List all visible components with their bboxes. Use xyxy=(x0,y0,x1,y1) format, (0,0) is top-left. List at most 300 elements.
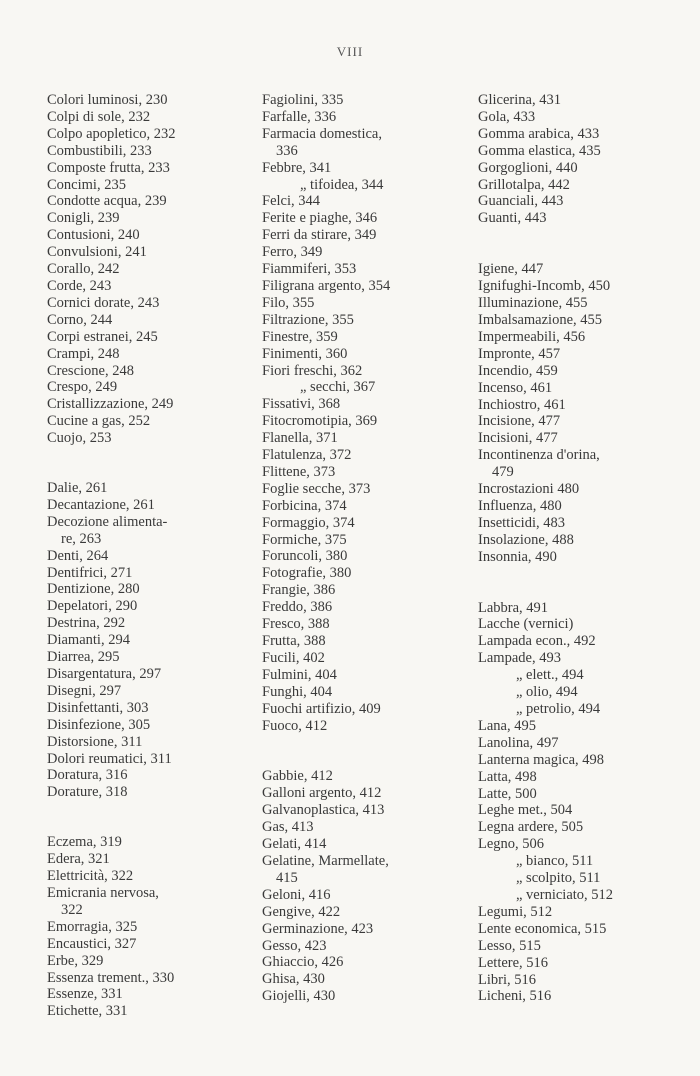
index-entry xyxy=(47,581,252,598)
section-spacer xyxy=(47,801,252,834)
index-entry-text: Gomma arabica, 433 xyxy=(478,125,600,142)
index-entry-text: Colpi di sole, 232 xyxy=(47,108,151,125)
index-entry-text: „ verniciato, 512 xyxy=(516,886,614,903)
index-entry xyxy=(47,767,252,784)
index-entry xyxy=(47,379,252,396)
index-entry-text: Latta, 498 xyxy=(478,768,537,785)
index-entry xyxy=(47,851,252,868)
index-entry xyxy=(47,227,252,244)
index-entry xyxy=(478,481,693,498)
index-entry xyxy=(262,329,462,346)
index-entry xyxy=(47,970,252,987)
index-entry-text: Dentifrici, 271 xyxy=(47,564,133,581)
index-entry-text: Formiche, 375 xyxy=(262,531,347,548)
index-entry-text: Filo, 355 xyxy=(262,294,315,311)
index-entry-text: Combustibili, 233 xyxy=(47,142,152,159)
index-entry xyxy=(47,649,252,666)
index-entry-text: „ scolpito, 511 xyxy=(516,870,601,887)
index-entry xyxy=(262,785,462,802)
index-entry-text: Colori luminosi, 230 xyxy=(47,92,168,108)
index-entry-text: Filigrana argento, 354 xyxy=(262,277,391,294)
index-entry xyxy=(478,397,693,414)
index-entry xyxy=(478,532,693,549)
index-entry-text: Incendio, 459 xyxy=(478,362,558,379)
index-entry-text: Disinfettanti, 303 xyxy=(47,699,149,716)
index-entry xyxy=(262,515,462,532)
index-entry xyxy=(262,921,462,938)
index-entry-text: Cornici dorate, 243 xyxy=(47,294,160,311)
index-entry xyxy=(47,193,252,210)
index-entry-text: Lesso, 515 xyxy=(478,937,541,954)
index-entry-text: Ferri da stirare, 349 xyxy=(262,227,377,244)
index-entry-text: Depelatori, 290 xyxy=(47,598,138,615)
index-entry xyxy=(47,565,252,582)
index-entry xyxy=(478,447,693,481)
index-entry xyxy=(262,701,462,718)
section-spacer xyxy=(47,447,252,480)
index-entry-text: „ elett., 494 xyxy=(516,667,584,684)
index-entry xyxy=(47,430,252,447)
index-entry-text: Lana, 495 xyxy=(478,717,536,734)
index-entry-continuation: 322 xyxy=(61,901,83,918)
index-entry xyxy=(47,312,252,329)
section-spacer xyxy=(262,734,462,768)
index-column-3 xyxy=(478,92,693,1005)
index-entry xyxy=(478,633,693,650)
index-entry xyxy=(478,904,693,921)
index-entry xyxy=(262,396,462,413)
index-entry-text: Fuoco, 412 xyxy=(262,717,328,734)
index-entry xyxy=(478,295,693,312)
index-entry xyxy=(262,938,462,955)
index-entry xyxy=(47,953,252,970)
index-entry xyxy=(262,684,462,701)
index-entry xyxy=(478,210,693,227)
index-entry xyxy=(478,752,693,769)
index-entry xyxy=(262,160,462,177)
index-entry xyxy=(262,379,462,396)
index-entry xyxy=(47,278,252,295)
index-entry-text: Gas, 413 xyxy=(262,819,314,836)
index-entry xyxy=(262,718,462,735)
index-entry xyxy=(47,126,252,143)
index-entry-text: Corde, 243 xyxy=(47,277,112,294)
index-entry xyxy=(47,363,252,380)
index-entry xyxy=(262,616,462,633)
index-entry xyxy=(262,565,462,582)
index-entry-text: Fresco, 388 xyxy=(262,616,330,633)
index-entry xyxy=(262,548,462,565)
index-entry-text: Doratura, 316 xyxy=(47,767,128,784)
index-entry-text: „ petrolio, 494 xyxy=(516,701,601,717)
index-entry-text: Insolazione, 488 xyxy=(478,531,574,548)
index-entry-text: Lacche (vernici) xyxy=(478,616,574,633)
index-entry xyxy=(262,481,462,498)
index-entry xyxy=(478,718,693,735)
index-entry xyxy=(47,751,252,768)
index-entry xyxy=(262,244,462,261)
index-entry-text: Illuminazione, 455 xyxy=(478,295,588,312)
index-entry xyxy=(262,210,462,227)
index-entry xyxy=(478,278,693,295)
index-entry xyxy=(478,870,693,887)
index-entry xyxy=(478,988,693,1005)
index-entry xyxy=(478,549,693,566)
index-entry-text: Germinazione, 423 xyxy=(262,920,374,937)
index-entry-text: Forbicina, 374 xyxy=(262,497,347,514)
index-entry xyxy=(478,769,693,786)
index-entry-text: „ tifoidea, 344 xyxy=(300,176,384,193)
index-entry-continuation: 479 xyxy=(492,464,514,481)
index-entry-text: Legna ardere, 505 xyxy=(478,819,584,836)
index-column-2 xyxy=(262,92,462,1005)
index-entry xyxy=(478,126,693,143)
index-entry-text: Conigli, 239 xyxy=(47,210,120,227)
index-entry xyxy=(262,312,462,329)
index-entry xyxy=(478,312,693,329)
index-entry xyxy=(47,244,252,261)
index-entry xyxy=(47,210,252,227)
index-entry-text: Incisione, 477 xyxy=(478,413,561,430)
index-entry-text: Farmacia domestica, xyxy=(262,125,382,142)
index-entry xyxy=(47,717,252,734)
index-entry-text: Decozione alimenta- xyxy=(47,513,168,530)
index-entry-text: „ olio, 494 xyxy=(516,684,578,701)
index-entry-text: Fitocromotipia, 369 xyxy=(262,413,378,430)
index-entry xyxy=(478,853,693,870)
index-entry xyxy=(47,632,252,649)
index-entry-text: Crampi, 248 xyxy=(47,345,120,362)
index-entry-text: Denti, 264 xyxy=(47,547,109,564)
index-entry-text: Essenza trement., 330 xyxy=(47,969,175,986)
index-entry-text: Galloni argento, 412 xyxy=(262,785,382,802)
index-entry-text: Inchiostro, 461 xyxy=(478,396,566,413)
index-entry-text: Farfalle, 336 xyxy=(262,108,337,125)
index-entry xyxy=(478,972,693,989)
index-entry xyxy=(478,684,693,701)
index-entry-text: Guanti, 443 xyxy=(478,210,547,227)
index-entry xyxy=(478,802,693,819)
index-entry-text: Flittene, 373 xyxy=(262,463,336,480)
index-entry xyxy=(47,295,252,312)
index-entry xyxy=(262,346,462,363)
index-entry-text: Galvanoplastica, 413 xyxy=(262,802,385,819)
index-entry xyxy=(47,396,252,413)
index-entry-text: Freddo, 386 xyxy=(262,599,333,616)
index-entry xyxy=(478,498,693,515)
index-entry xyxy=(478,921,693,938)
index-entry xyxy=(478,92,693,109)
index-entry xyxy=(47,868,252,885)
index-entry-text: Geloni, 416 xyxy=(262,886,331,903)
index-entry-text: Incrostazioni 480 xyxy=(478,481,580,498)
index-entry xyxy=(47,329,252,346)
index-entry xyxy=(262,768,462,785)
index-entry xyxy=(478,363,693,380)
index-entry-text: Finimenti, 360 xyxy=(262,345,348,362)
index-entry xyxy=(47,261,252,278)
index-entry xyxy=(47,683,252,700)
index-entry xyxy=(478,109,693,126)
index-entry-text: Felci, 344 xyxy=(262,193,320,210)
index-entry xyxy=(47,734,252,751)
index-entry-text: Licheni, 516 xyxy=(478,988,552,1005)
index-entry xyxy=(262,532,462,549)
index-entry xyxy=(262,836,462,853)
index-entry xyxy=(47,143,252,160)
index-entry-continuation: re, 263 xyxy=(61,530,102,547)
index-entry-text: Corpi estranei, 245 xyxy=(47,328,158,345)
index-entry-text: Fuochi artifizio, 409 xyxy=(262,700,381,717)
index-entry-text: Contusioni, 240 xyxy=(47,227,140,244)
page-number: VIII xyxy=(336,44,364,59)
index-entry xyxy=(47,936,252,953)
index-entry-text: Febbre, 341 xyxy=(262,159,332,176)
index-entry-text: Lampade, 493 xyxy=(478,650,561,667)
index-entry xyxy=(262,447,462,464)
index-entry xyxy=(47,615,252,632)
index-entry xyxy=(478,380,693,397)
index-entry-text: Condotte acqua, 239 xyxy=(47,193,167,210)
index-entry xyxy=(262,633,462,650)
index-entry xyxy=(262,582,462,599)
index-entry xyxy=(262,413,462,430)
index-entry xyxy=(478,650,693,667)
index-entry-text: Frutta, 388 xyxy=(262,633,326,649)
index-entry xyxy=(478,413,693,430)
index-entry-text: Fucili, 402 xyxy=(262,649,325,666)
index-entry-text: Emorragia, 325 xyxy=(47,918,138,935)
index-entry xyxy=(47,784,252,801)
index-entry xyxy=(47,109,252,126)
index-entry-text: Ignifughi-Incomb, 450 xyxy=(478,278,611,295)
index-entry-text: Incenso, 461 xyxy=(478,379,553,396)
index-entry xyxy=(262,498,462,515)
index-entry xyxy=(47,413,252,430)
index-entry-text: Libri, 516 xyxy=(478,971,536,988)
index-entry-text: Gorgoglioni, 440 xyxy=(478,159,578,176)
index-entry xyxy=(262,667,462,684)
index-entry xyxy=(47,885,252,919)
section-spacer xyxy=(478,227,693,261)
index-entry-text: Lanolina, 497 xyxy=(478,734,559,751)
index-entry xyxy=(478,329,693,346)
index-entry-text: Corallo, 242 xyxy=(47,261,120,278)
index-entry xyxy=(262,599,462,616)
index-entry-text: Fiori freschi, 362 xyxy=(262,362,363,379)
index-entry xyxy=(47,919,252,936)
index-entry-text: Grillotalpa, 442 xyxy=(478,176,570,193)
index-entry-text: Incontinenza d'orina, xyxy=(478,447,600,464)
index-entry-text: Dentizione, 280 xyxy=(47,581,140,598)
index-entry-text: Flanella, 371 xyxy=(262,430,338,447)
index-entry xyxy=(262,430,462,447)
index-entry-text: Foruncoli, 380 xyxy=(262,548,348,565)
index-entry xyxy=(478,887,693,904)
index-entry xyxy=(47,700,252,717)
index-column-1 xyxy=(47,92,252,1020)
index-entry-text: Concimi, 235 xyxy=(47,176,126,193)
index-entry-text: Colpo apopletico, 232 xyxy=(47,125,176,142)
index-entry-text: Dolori reumatici, 311 xyxy=(47,750,172,767)
index-entry xyxy=(47,514,252,548)
index-entry-text: Decantazione, 261 xyxy=(47,496,155,513)
index-entry-text: Crespo, 249 xyxy=(47,379,118,396)
index-entry-text: „ secchi, 367 xyxy=(300,379,376,396)
index-entry-text: Legumi, 512 xyxy=(478,903,553,920)
index-entry-text: Glicerina, 431 xyxy=(478,92,561,108)
index-entry-text: Ferite e piaghe, 346 xyxy=(262,210,378,227)
index-entry xyxy=(262,363,462,380)
index-entry xyxy=(47,177,252,194)
index-entry-text: Gabbie, 412 xyxy=(262,768,333,785)
index-entry-text: Finestre, 359 xyxy=(262,328,338,345)
index-entry xyxy=(262,126,462,160)
section-spacer xyxy=(478,566,693,600)
index-entry-text: Lente economica, 515 xyxy=(478,920,607,937)
index-entry-text: Flatulenza, 372 xyxy=(262,447,352,464)
index-entry-text: Gomma elastica, 435 xyxy=(478,142,601,159)
index-entry xyxy=(262,261,462,278)
index-entry xyxy=(478,515,693,532)
index-entry xyxy=(262,650,462,667)
index-entry xyxy=(47,346,252,363)
index-entry-text: Dorature, 318 xyxy=(47,784,128,801)
index-entry xyxy=(262,295,462,312)
index-entry-text: Convulsioni, 241 xyxy=(47,244,147,261)
index-entry-text: Gesso, 423 xyxy=(262,937,327,954)
index-entry xyxy=(262,177,462,194)
index-entry xyxy=(47,160,252,177)
index-entry xyxy=(47,598,252,615)
index-entry-text: Guanciali, 443 xyxy=(478,193,564,210)
index-entry xyxy=(478,735,693,752)
index-entry-text: Essenze, 331 xyxy=(47,986,123,1003)
index-entry xyxy=(478,938,693,955)
index-entry xyxy=(262,109,462,126)
index-entry-text: Erbe, 329 xyxy=(47,952,104,969)
index-entry-text: Lanterna magica, 498 xyxy=(478,751,605,768)
index-entry xyxy=(478,430,693,447)
index-entry-text: Elettricità, 322 xyxy=(47,868,134,885)
index-entry-text: Distorsione, 311 xyxy=(47,733,143,750)
index-entry-text: Fiammiferi, 353 xyxy=(262,261,357,278)
index-entry-text: Composte frutta, 233 xyxy=(47,159,170,176)
index-entry-text: Dalie, 261 xyxy=(47,480,108,497)
index-entry xyxy=(47,666,252,683)
index-entry-text: Incisioni, 477 xyxy=(478,430,558,447)
index-entry-text: Cuojo, 253 xyxy=(47,430,112,447)
index-entry xyxy=(478,261,693,278)
index-entry-text: Lampada econ., 492 xyxy=(478,633,596,650)
index-entry-text: Legno, 506 xyxy=(478,836,545,853)
index-entry xyxy=(262,802,462,819)
index-entry-text: Eczema, 319 xyxy=(47,834,122,851)
index-entry xyxy=(262,464,462,481)
index-entry-text: Encaustici, 327 xyxy=(47,935,137,952)
index-entry xyxy=(47,480,252,497)
index-entry xyxy=(47,1003,252,1020)
index-entry-text: Edera, 321 xyxy=(47,851,110,868)
index-entry-text: Cucine a gas, 252 xyxy=(47,413,151,430)
index-entry-text: Funghi, 404 xyxy=(262,683,333,700)
index-entry xyxy=(47,497,252,514)
index-entry-continuation: 415 xyxy=(276,869,298,886)
index-entry xyxy=(262,278,462,295)
index-entry-continuation: 336 xyxy=(276,142,298,159)
index-entry-text: Disegni, 297 xyxy=(47,682,122,699)
index-entry-text: Diamanti, 294 xyxy=(47,632,130,649)
index-entry xyxy=(262,954,462,971)
index-entry-text: Frangie, 386 xyxy=(262,582,336,599)
index-entry xyxy=(47,92,252,109)
index-entry xyxy=(47,834,252,851)
index-entry xyxy=(47,548,252,565)
index-entry-text: Insetticidi, 483 xyxy=(478,514,565,531)
index-entry xyxy=(478,177,693,194)
index-entry-text: Impermeabili, 456 xyxy=(478,328,586,345)
index-entry xyxy=(478,600,693,617)
index-entry-text: Ghisa, 430 xyxy=(262,971,325,988)
index-entry-text: Filtrazione, 355 xyxy=(262,311,354,328)
index-entry-text: Gengive, 422 xyxy=(262,903,341,920)
index-entry-text: Gelatine, Marmellate, xyxy=(262,852,389,869)
index-entry xyxy=(262,988,462,1005)
index-entry xyxy=(262,853,462,887)
index-entry-text: Crescione, 248 xyxy=(47,362,134,379)
index-entry-text: Destrina, 292 xyxy=(47,615,126,632)
index-entry-text: Foglie secche, 373 xyxy=(262,480,371,497)
index-entry xyxy=(262,819,462,836)
index-entry-text: Fagiolini, 335 xyxy=(262,92,344,108)
index-entry-text: Fotografie, 380 xyxy=(262,565,352,582)
index-entry-text: Fissativi, 368 xyxy=(262,396,341,413)
index-entry-text: Cristallizzazione, 249 xyxy=(47,396,174,413)
index-entry xyxy=(262,227,462,244)
index-entry-text: Leghe met., 504 xyxy=(478,802,573,819)
index-entry-text: Insonnia, 490 xyxy=(478,548,557,565)
index-entry-text: Fulmini, 404 xyxy=(262,666,337,683)
index-entry-text: Latte, 500 xyxy=(478,785,537,802)
index-entry xyxy=(478,786,693,803)
index-entry-text: „ bianco, 511 xyxy=(516,853,594,870)
index-entry-text: Labbra, 491 xyxy=(478,599,549,616)
index-entry xyxy=(262,193,462,210)
index-entry-text: Lettere, 516 xyxy=(478,954,549,971)
index-entry-text: Formaggio, 374 xyxy=(262,514,355,531)
index-entry-text: Diarrea, 295 xyxy=(47,649,120,666)
index-entry-text: Etichette, 331 xyxy=(47,1003,128,1020)
index-entry-text: Disinfezione, 305 xyxy=(47,716,151,733)
index-entry xyxy=(478,955,693,972)
index-entry-text: Gelati, 414 xyxy=(262,836,327,853)
index-entry xyxy=(262,904,462,921)
index-entry xyxy=(47,986,252,1003)
index-entry-text: Emicrania nervosa, xyxy=(47,884,159,901)
index-entry-text: Disargentatura, 297 xyxy=(47,666,162,682)
index-entry xyxy=(262,887,462,904)
index-entry-text: Ghiaccio, 426 xyxy=(262,954,344,971)
index-entry xyxy=(478,836,693,853)
index-entry-text: Ferro, 349 xyxy=(262,244,323,261)
index-entry-text: Giojelli, 430 xyxy=(262,988,336,1005)
index-entry xyxy=(478,160,693,177)
index-entry-text: Impronte, 457 xyxy=(478,345,561,362)
index-entry-text: Influenza, 480 xyxy=(478,497,562,514)
index-entry xyxy=(478,193,693,210)
index-entry-text: Corno, 244 xyxy=(47,311,113,328)
index-entry xyxy=(262,971,462,988)
